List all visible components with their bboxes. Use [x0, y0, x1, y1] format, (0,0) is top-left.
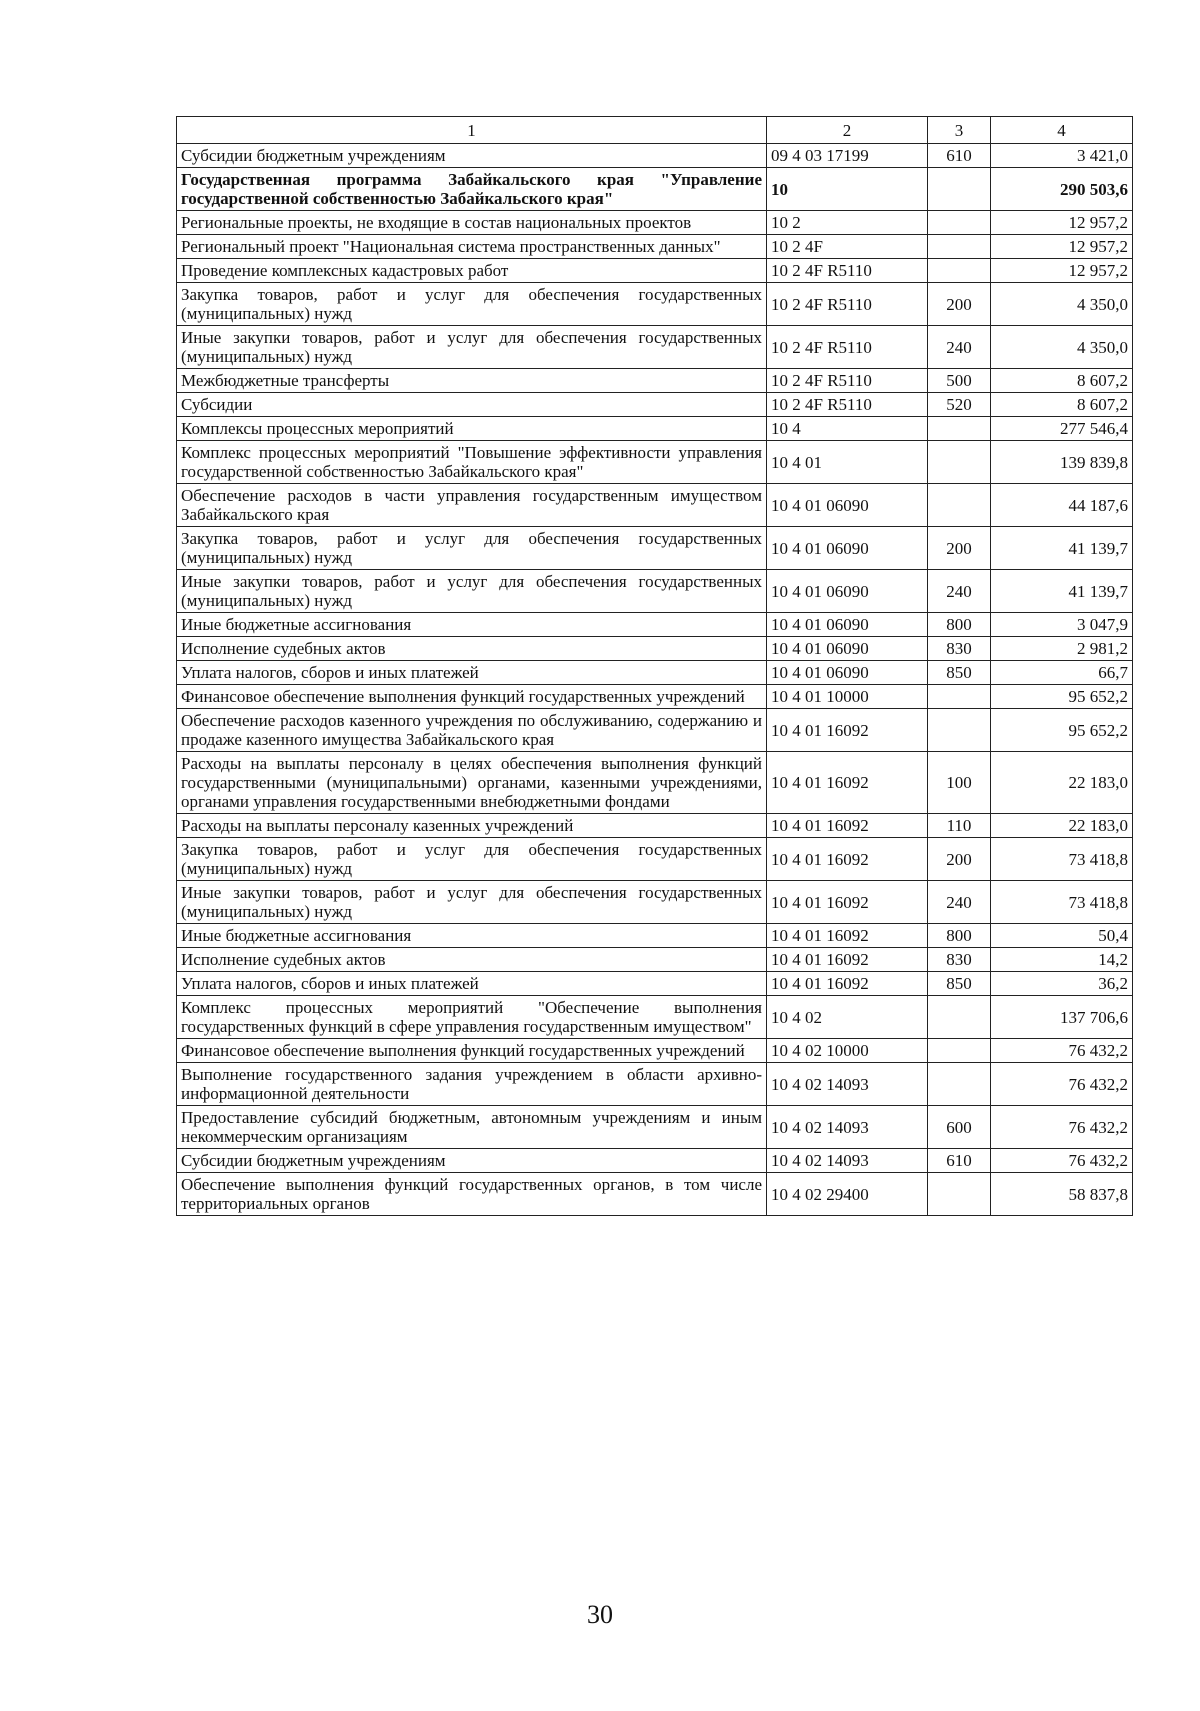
table-row	[177, 570, 1133, 613]
row-name-cell: Закупка товаров, работ и услуг для обеспечения государственных (муниципальных) нужд	[177, 527, 767, 570]
row-amount-cell: 22 183,0	[991, 752, 1133, 814]
row-name-cell: Иные закупки товаров, работ и услуг для обеспечения государственных (муниципальных) нужд	[177, 570, 767, 613]
row-code-cell: 10 4 01 16092	[767, 881, 928, 924]
row-code-cell: 10 4 01 16092	[767, 752, 928, 814]
row-code-cell: 10 4 01 16092	[767, 948, 928, 972]
row-name-cell: Субсидии бюджетным учреждениям	[177, 144, 767, 168]
row-expense-type-cell	[928, 168, 991, 211]
row-name-cell: Закупка товаров, работ и услуг для обеспечения государственных (муниципальных) нужд	[177, 283, 767, 326]
table-row	[177, 369, 1133, 393]
row-code-cell: 10 2 4F R5110	[767, 326, 928, 369]
row-code-cell: 10 4 01 16092	[767, 814, 928, 838]
row-amount-cell: 95 652,2	[991, 709, 1133, 752]
row-code-cell: 09 4 03 17199	[767, 144, 928, 168]
row-expense-type-cell	[928, 417, 991, 441]
row-name-cell: Комплекс процессных мероприятий "Повышение эффективности управления государственной собственностью Забайкальского края"	[177, 441, 767, 484]
row-expense-type-cell	[928, 996, 991, 1039]
budget-table	[176, 116, 1133, 1216]
row-amount-cell: 139 839,8	[991, 441, 1133, 484]
row-name-cell: Обеспечение расходов казенного учреждения по обслуживанию, содержанию и продаже казенного имущества Забайкальского края	[177, 709, 767, 752]
row-expense-type-cell: 520	[928, 393, 991, 417]
row-amount-cell: 8 607,2	[991, 393, 1133, 417]
row-name-cell: Обеспечение выполнения функций государственных органов, в том числе территориальных органов	[177, 1173, 767, 1216]
row-code-cell: 10 2 4F R5110	[767, 369, 928, 393]
row-name-cell: Иные бюджетные ассигнования	[177, 924, 767, 948]
table-row	[177, 144, 1133, 168]
row-amount-cell: 44 187,6	[991, 484, 1133, 527]
row-code-cell: 10 2	[767, 211, 928, 235]
row-expense-type-cell	[928, 1173, 991, 1216]
table-row	[177, 393, 1133, 417]
row-name-cell: Исполнение судебных актов	[177, 948, 767, 972]
row-amount-cell: 12 957,2	[991, 235, 1133, 259]
row-expense-type-cell	[928, 441, 991, 484]
row-amount-cell: 12 957,2	[991, 259, 1133, 283]
row-name-cell: Региональный проект "Национальная система пространственных данных"	[177, 235, 767, 259]
row-code-cell: 10 4 01 06090	[767, 613, 928, 637]
row-expense-type-cell: 100	[928, 752, 991, 814]
row-amount-cell: 41 139,7	[991, 570, 1133, 613]
table-row	[177, 814, 1133, 838]
row-amount-cell: 8 607,2	[991, 369, 1133, 393]
row-amount-cell: 14,2	[991, 948, 1133, 972]
row-name-cell: Проведение комплексных кадастровых работ	[177, 259, 767, 283]
table-row	[177, 972, 1133, 996]
row-name-cell: Иные бюджетные ассигнования	[177, 613, 767, 637]
row-code-cell: 10 4 01 06090	[767, 570, 928, 613]
row-expense-type-cell	[928, 1063, 991, 1106]
row-expense-type-cell: 240	[928, 881, 991, 924]
page-number: 30	[587, 1600, 613, 1629]
row-expense-type-cell: 830	[928, 948, 991, 972]
table-row	[177, 259, 1133, 283]
row-expense-type-cell: 850	[928, 661, 991, 685]
row-amount-cell: 290 503,6	[991, 168, 1133, 211]
table-row	[177, 441, 1133, 484]
row-code-cell: 10 4 01 16092	[767, 838, 928, 881]
row-code-cell: 10	[767, 168, 928, 211]
row-amount-cell: 73 418,8	[991, 881, 1133, 924]
table-row	[177, 326, 1133, 369]
row-expense-type-cell: 800	[928, 924, 991, 948]
row-code-cell: 10 2 4F R5110	[767, 283, 928, 326]
row-code-cell: 10 4 01 16092	[767, 924, 928, 948]
table-row	[177, 881, 1133, 924]
row-amount-cell: 73 418,8	[991, 838, 1133, 881]
row-code-cell: 10 4	[767, 417, 928, 441]
row-expense-type-cell: 830	[928, 637, 991, 661]
table-row	[177, 661, 1133, 685]
row-name-cell: Предоставление субсидий бюджетным, автономным учреждениям и иным некоммерческим организациям	[177, 1106, 767, 1149]
row-name-cell: Обеспечение расходов в части управления государственным имуществом Забайкальского края	[177, 484, 767, 527]
row-name-cell: Комплекс процессных мероприятий "Обеспечение выполнения государственных функций в сфере управления государственным имуществом"	[177, 996, 767, 1039]
row-name-cell: Межбюджетные трансферты	[177, 369, 767, 393]
row-expense-type-cell: 610	[928, 144, 991, 168]
table-row	[177, 685, 1133, 709]
row-code-cell: 10 2 4F R5110	[767, 259, 928, 283]
row-code-cell: 10 2 4F R5110	[767, 393, 928, 417]
row-code-cell: 10 4 01 16092	[767, 709, 928, 752]
row-expense-type-cell: 800	[928, 613, 991, 637]
row-expense-type-cell	[928, 709, 991, 752]
row-amount-cell: 3 047,9	[991, 613, 1133, 637]
row-code-cell: 10 4 02 10000	[767, 1039, 928, 1063]
table-row	[177, 752, 1133, 814]
table-row	[177, 613, 1133, 637]
table-row	[177, 709, 1133, 752]
table-header	[177, 117, 1133, 144]
row-name-cell: Комплексы процессных мероприятий	[177, 417, 767, 441]
row-code-cell: 10 4 02	[767, 996, 928, 1039]
table-row	[177, 948, 1133, 972]
row-name-cell: Финансовое обеспечение выполнения функций государственных учреждений	[177, 685, 767, 709]
row-amount-cell: 4 350,0	[991, 326, 1133, 369]
row-expense-type-cell: 600	[928, 1106, 991, 1149]
row-expense-type-cell	[928, 1039, 991, 1063]
table-row	[177, 1173, 1133, 1216]
row-amount-cell: 76 432,2	[991, 1039, 1133, 1063]
table-row	[177, 1039, 1133, 1063]
table-row	[177, 283, 1133, 326]
row-amount-cell: 36,2	[991, 972, 1133, 996]
row-code-cell: 10 4 02 14093	[767, 1106, 928, 1149]
row-name-cell: Финансовое обеспечение выполнения функций государственных учреждений	[177, 1039, 767, 1063]
row-name-cell: Государственная программа Забайкальского края "Управление государственной собственностью Забайкальского края"	[177, 168, 767, 211]
row-amount-cell: 76 432,2	[991, 1106, 1133, 1149]
table-row	[177, 838, 1133, 881]
header-col-1: 1	[177, 117, 767, 144]
row-code-cell: 10 4 01 10000	[767, 685, 928, 709]
row-expense-type-cell	[928, 235, 991, 259]
row-name-cell: Иные закупки товаров, работ и услуг для обеспечения государственных (муниципальных) нужд	[177, 881, 767, 924]
row-name-cell: Субсидии	[177, 393, 767, 417]
table-row	[177, 637, 1133, 661]
table-row	[177, 1106, 1133, 1149]
row-name-cell: Иные закупки товаров, работ и услуг для обеспечения государственных (муниципальных) нужд	[177, 326, 767, 369]
row-name-cell: Уплата налогов, сборов и иных платежей	[177, 972, 767, 996]
row-expense-type-cell: 240	[928, 570, 991, 613]
row-name-cell: Исполнение судебных актов	[177, 637, 767, 661]
row-code-cell: 10 4 01 16092	[767, 972, 928, 996]
row-expense-type-cell: 200	[928, 283, 991, 326]
table-row	[177, 924, 1133, 948]
table-row	[177, 211, 1133, 235]
row-amount-cell: 137 706,6	[991, 996, 1133, 1039]
row-expense-type-cell	[928, 259, 991, 283]
table-row	[177, 996, 1133, 1039]
table-row	[177, 168, 1133, 211]
row-name-cell: Уплата налогов, сборов и иных платежей	[177, 661, 767, 685]
row-code-cell: 10 4 01	[767, 441, 928, 484]
row-amount-cell: 2 981,2	[991, 637, 1133, 661]
header-row	[177, 117, 1133, 144]
row-expense-type-cell: 850	[928, 972, 991, 996]
row-code-cell: 10 4 01 06090	[767, 637, 928, 661]
row-code-cell: 10 4 02 29400	[767, 1173, 928, 1216]
row-code-cell: 10 4 02 14093	[767, 1063, 928, 1106]
row-name-cell: Расходы на выплаты персоналу казенных учреждений	[177, 814, 767, 838]
row-amount-cell: 3 421,0	[991, 144, 1133, 168]
row-name-cell: Расходы на выплаты персоналу в целях обеспечения выполнения функций государственными (муниципальными) органами, казенными учреждениями, органами управления государственными внебюджетными фондами	[177, 752, 767, 814]
row-amount-cell: 76 432,2	[991, 1063, 1133, 1106]
row-expense-type-cell: 240	[928, 326, 991, 369]
row-expense-type-cell	[928, 211, 991, 235]
table-row	[177, 417, 1133, 441]
row-expense-type-cell: 110	[928, 814, 991, 838]
header-col-4: 4	[991, 117, 1133, 144]
row-code-cell: 10 4 02 14093	[767, 1149, 928, 1173]
row-code-cell: 10 2 4F	[767, 235, 928, 259]
row-amount-cell: 58 837,8	[991, 1173, 1133, 1216]
row-code-cell: 10 4 01 06090	[767, 484, 928, 527]
row-expense-type-cell: 500	[928, 369, 991, 393]
row-amount-cell: 95 652,2	[991, 685, 1133, 709]
row-amount-cell: 277 546,4	[991, 417, 1133, 441]
row-amount-cell: 22 183,0	[991, 814, 1133, 838]
row-expense-type-cell	[928, 484, 991, 527]
row-amount-cell: 76 432,2	[991, 1149, 1133, 1173]
table-row	[177, 1063, 1133, 1106]
table-row	[177, 527, 1133, 570]
table-body	[177, 144, 1133, 1216]
row-amount-cell: 41 139,7	[991, 527, 1133, 570]
row-name-cell: Региональные проекты, не входящие в состав национальных проектов	[177, 211, 767, 235]
row-code-cell: 10 4 01 06090	[767, 527, 928, 570]
row-code-cell: 10 4 01 06090	[767, 661, 928, 685]
row-expense-type-cell: 200	[928, 838, 991, 881]
row-expense-type-cell	[928, 685, 991, 709]
row-name-cell: Выполнение государственного задания учреждением в области архивно-информационной деятельности	[177, 1063, 767, 1106]
row-name-cell: Субсидии бюджетным учреждениям	[177, 1149, 767, 1173]
row-expense-type-cell: 200	[928, 527, 991, 570]
row-amount-cell: 66,7	[991, 661, 1133, 685]
row-amount-cell: 4 350,0	[991, 283, 1133, 326]
table-row	[177, 484, 1133, 527]
row-expense-type-cell: 610	[928, 1149, 991, 1173]
table-row	[177, 1149, 1133, 1173]
row-name-cell: Закупка товаров, работ и услуг для обеспечения государственных (муниципальных) нужд	[177, 838, 767, 881]
table-row	[177, 235, 1133, 259]
row-amount-cell: 12 957,2	[991, 211, 1133, 235]
row-amount-cell: 50,4	[991, 924, 1133, 948]
header-col-2: 2	[767, 117, 928, 144]
header-col-3: 3	[928, 117, 991, 144]
